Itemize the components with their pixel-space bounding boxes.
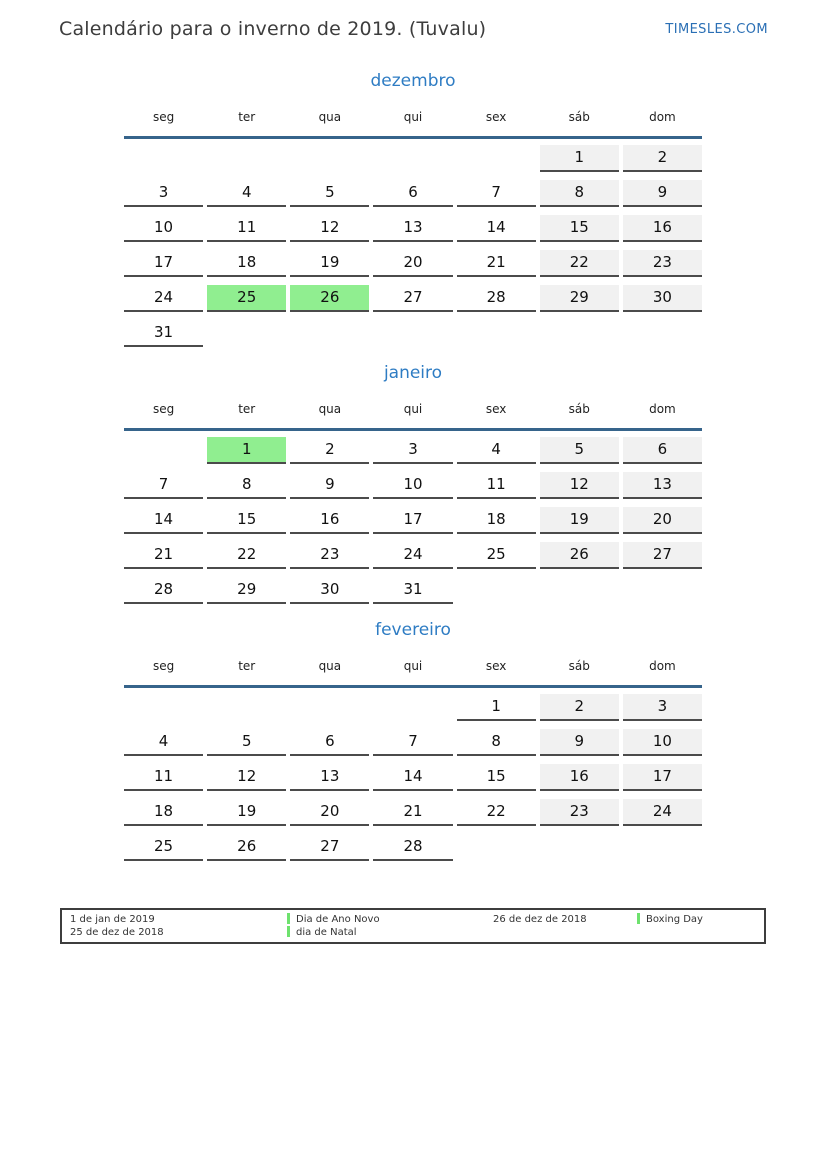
holiday-day-cell: 1 [207,437,286,464]
month-title: dezembro [370,71,456,91]
weekend-day-cell: 15 [540,215,619,242]
weekday-label: qui [403,659,423,673]
weekday-label: sex [485,659,507,673]
weekday-label: seg [152,402,175,416]
week-row [124,577,702,604]
holiday-legend [60,908,766,944]
week-row [124,320,702,347]
day-cell: 14 [373,764,452,791]
day-cell: 27 [290,834,369,861]
month-janeiro [124,360,702,604]
day-cell: 31 [124,320,203,347]
day-cell: 5 [290,180,369,207]
weekend-day-cell: 23 [540,799,619,826]
week-row [124,542,702,569]
day-cell: 26 [207,834,286,861]
weekend-day-cell: 20 [623,507,702,534]
day-cell: 11 [207,215,286,242]
day-cell: 4 [124,729,203,756]
day-cell: 21 [373,799,452,826]
empty-cell [124,694,203,719]
day-cell: 28 [124,577,203,604]
weekday-label: ter [238,110,256,124]
week-row [124,145,702,172]
day-cell: 11 [124,764,203,791]
empty-cell [373,694,452,719]
day-cell: 3 [124,180,203,207]
legend-labels-column-1 [287,913,380,939]
week-row [124,799,702,826]
weekday-label: qua [318,110,342,124]
empty-cell [457,145,536,170]
day-cell: 15 [207,507,286,534]
day-cell: 7 [124,472,203,499]
day-cell: 12 [207,764,286,791]
day-cell: 25 [457,542,536,569]
empty-cell [540,577,619,602]
weekday-label: seg [152,659,175,673]
month-fevereiro [124,617,702,861]
empty-cell [623,320,702,345]
empty-cell [540,320,619,345]
week-row [124,437,702,464]
weekday-header-row [124,657,702,688]
week-row [124,694,702,721]
week-row [124,507,702,534]
day-cell: 18 [207,250,286,277]
weekend-day-cell: 23 [623,250,702,277]
day-cell: 4 [457,437,536,464]
day-cell: 16 [290,507,369,534]
day-cell: 24 [124,285,203,312]
week-row [124,834,702,861]
legend-date: 1 de jan de 2019 [70,914,155,925]
empty-cell [623,577,702,602]
week-row [124,472,702,499]
empty-cell [457,577,536,602]
weekday-header-row [124,400,702,431]
week-row [124,215,702,242]
day-cell: 6 [373,180,452,207]
day-cell: 28 [457,285,536,312]
empty-cell [207,320,286,345]
month-title: fevereiro [375,620,451,640]
weekday-label: dom [649,402,676,416]
weekday-label: dom [649,110,676,124]
week-row [124,729,702,756]
empty-cell [124,437,203,462]
weekday-label: qua [318,659,342,673]
day-cell: 3 [373,437,452,464]
page-header [59,18,768,40]
weekend-day-cell: 2 [540,694,619,721]
day-cell: 19 [207,799,286,826]
empty-cell [207,145,286,170]
day-cell: 28 [373,834,452,861]
day-cell: 29 [207,577,286,604]
weekday-label: sáb [568,110,590,124]
weekday-label: qui [403,402,423,416]
day-cell: 31 [373,577,452,604]
holiday-day-cell: 25 [207,285,286,312]
weeks-grid [124,145,702,347]
month-dezembro [124,68,702,347]
legend-item [287,913,380,926]
day-cell: 6 [290,729,369,756]
legend-label: Dia de Ano Novo [296,914,380,925]
empty-cell [373,320,452,345]
weekday-label: sex [485,402,507,416]
day-cell: 22 [457,799,536,826]
day-cell: 14 [124,507,203,534]
weekend-day-cell: 19 [540,507,619,534]
day-cell: 5 [207,729,286,756]
day-cell: 21 [124,542,203,569]
holiday-marker-icon [287,913,290,924]
weekend-day-cell: 30 [623,285,702,312]
week-row [124,764,702,791]
weekend-day-cell: 16 [623,215,702,242]
legend-label: Boxing Day [646,914,703,925]
week-row [124,250,702,277]
day-cell: 2 [290,437,369,464]
day-cell: 8 [457,729,536,756]
empty-cell [290,694,369,719]
day-cell: 20 [373,250,452,277]
empty-cell [457,834,536,859]
weekday-header-row [124,108,702,139]
day-cell: 10 [373,472,452,499]
weekend-day-cell: 10 [623,729,702,756]
empty-cell [290,320,369,345]
week-row [124,285,702,312]
legend-date: 25 de dez de 2018 [70,927,164,938]
day-cell: 17 [373,507,452,534]
day-cell: 27 [373,285,452,312]
day-cell: 17 [124,250,203,277]
weekday-label: qui [403,110,423,124]
weekend-day-cell: 24 [623,799,702,826]
day-cell: 13 [290,764,369,791]
day-cell: 8 [207,472,286,499]
legend-item [637,913,703,926]
day-cell: 7 [457,180,536,207]
empty-cell [124,145,203,170]
day-cell: 30 [290,577,369,604]
day-cell: 1 [457,694,536,721]
day-cell: 13 [373,215,452,242]
page-title: Calendário para o inverno de 2019. (Tuvalu) [59,18,487,40]
day-cell: 15 [457,764,536,791]
weekend-day-cell: 29 [540,285,619,312]
weekend-day-cell: 27 [623,542,702,569]
legend-dates-column-1 [70,913,164,939]
weekend-day-cell: 17 [623,764,702,791]
weekend-day-cell: 12 [540,472,619,499]
weekend-day-cell: 8 [540,180,619,207]
brand-link[interactable]: TIMESLES.COM [665,22,768,37]
week-row [124,180,702,207]
legend-labels-column-2 [637,913,703,926]
day-cell: 12 [290,215,369,242]
weekend-day-cell: 22 [540,250,619,277]
weekday-label: sex [485,110,507,124]
weeks-grid [124,694,702,861]
empty-cell [457,320,536,345]
day-cell: 23 [290,542,369,569]
weekday-label: ter [238,402,256,416]
legend-item [287,926,380,939]
weekend-day-cell: 9 [540,729,619,756]
legend-date: 26 de dez de 2018 [493,914,587,925]
weekday-label: sáb [568,402,590,416]
day-cell: 18 [124,799,203,826]
day-cell: 10 [124,215,203,242]
weekday-label: seg [152,110,175,124]
weekend-day-cell: 16 [540,764,619,791]
empty-cell [290,145,369,170]
empty-cell [373,145,452,170]
day-cell: 18 [457,507,536,534]
day-cell: 22 [207,542,286,569]
empty-cell [623,834,702,859]
weekend-day-cell: 26 [540,542,619,569]
holiday-day-cell: 26 [290,285,369,312]
weeks-grid [124,437,702,604]
day-cell: 4 [207,180,286,207]
day-cell: 19 [290,250,369,277]
legend-label: dia de Natal [296,927,357,938]
weekend-day-cell: 2 [623,145,702,172]
weekday-label: ter [238,659,256,673]
weekend-day-cell: 5 [540,437,619,464]
day-cell: 25 [124,834,203,861]
day-cell: 7 [373,729,452,756]
day-cell: 24 [373,542,452,569]
legend-dates-column-2 [493,913,587,926]
weekend-day-cell: 3 [623,694,702,721]
holiday-marker-icon [637,913,640,924]
empty-cell [207,694,286,719]
day-cell: 9 [290,472,369,499]
weekend-day-cell: 1 [540,145,619,172]
empty-cell [540,834,619,859]
weekend-day-cell: 6 [623,437,702,464]
day-cell: 11 [457,472,536,499]
day-cell: 14 [457,215,536,242]
month-title: janeiro [383,363,443,383]
weekend-day-cell: 13 [623,472,702,499]
weekday-label: qua [318,402,342,416]
weekday-label: dom [649,659,676,673]
day-cell: 21 [457,250,536,277]
day-cell: 20 [290,799,369,826]
holiday-marker-icon [287,926,290,937]
months-container [124,68,702,874]
weekend-day-cell: 9 [623,180,702,207]
weekday-label: sáb [568,659,590,673]
